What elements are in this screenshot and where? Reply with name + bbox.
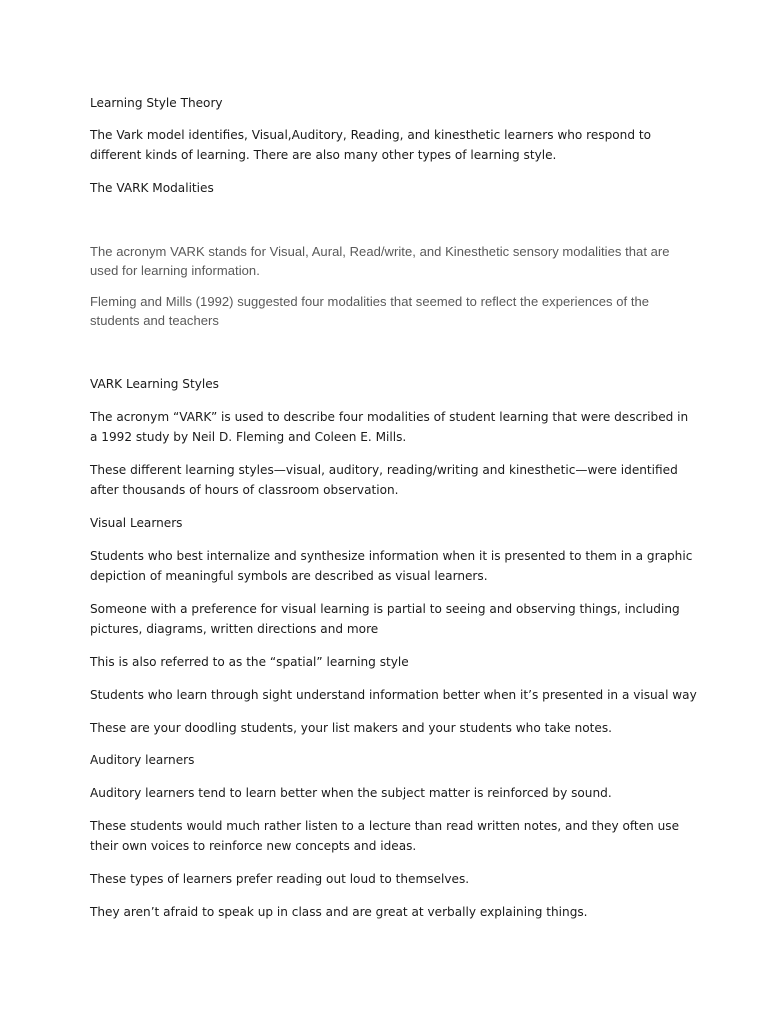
acronym-gray-paragraph: The acronym VARK stands for Visual, Aural, Read/write, and Kinesthetic sensory modalities that are used for learning information. xyxy=(90,244,670,278)
visual-learners-heading: Visual Learners xyxy=(90,516,183,530)
acronym-paragraph: The acronym “VARK” is used to describe four modalities of student learning that were described in a 1992 study by Neil D. Fleming and Coleen E. Mills. xyxy=(90,410,689,444)
visual-paragraph-3: This is also referred to as the “spatial” learning style xyxy=(90,655,409,669)
different-styles-paragraph: These different learning styles—visual, auditory, reading/writing and kinesthetic—were identified after thousands of hours of classroom observation. xyxy=(90,463,678,497)
vark-modalities-heading: The VARK Modalities xyxy=(90,181,214,195)
document-title: Learning Style Theory xyxy=(90,96,223,110)
auditory-paragraph-2: These students would much rather listen to a lecture than read written notes, and they often use their own voices to reinforce new concepts and ideas. xyxy=(90,819,680,853)
visual-paragraph-4: Students who learn through sight understand information better when it’s presented in a visual way xyxy=(90,688,697,702)
auditory-learners-heading: Auditory learners xyxy=(90,753,195,767)
vark-styles-heading: VARK Learning Styles xyxy=(90,377,219,391)
auditory-paragraph-3: These types of learners prefer reading out loud to themselves. xyxy=(90,872,470,886)
visual-paragraph-1: Students who best internalize and synthesize information when it is presented to them in a graphic depiction of meaningful symbols are described as visual learners. xyxy=(90,549,693,583)
visual-paragraph-5: These are your doodling students, your list makers and your students who take notes. xyxy=(90,721,612,735)
intro-paragraph: The Vark model identifies, Visual,Auditory, Reading, and kinesthetic learners who respond to different kinds of learning. There are also many other types of learning style. xyxy=(90,128,652,162)
auditory-paragraph-1: Auditory learners tend to learn better when the subject matter is reinforced by sound. xyxy=(90,786,612,800)
fleming-gray-paragraph: Fleming and Mills (1992) suggested four modalities that seemed to reflect the experiences of the students and teachers xyxy=(90,294,650,328)
auditory-paragraph-4: They aren’t afraid to speak up in class and are great at verbally explaining things. xyxy=(90,905,588,919)
visual-paragraph-2: Someone with a preference for visual learning is partial to seeing and observing things, including pictures, diagrams, written directions and more xyxy=(90,602,680,636)
